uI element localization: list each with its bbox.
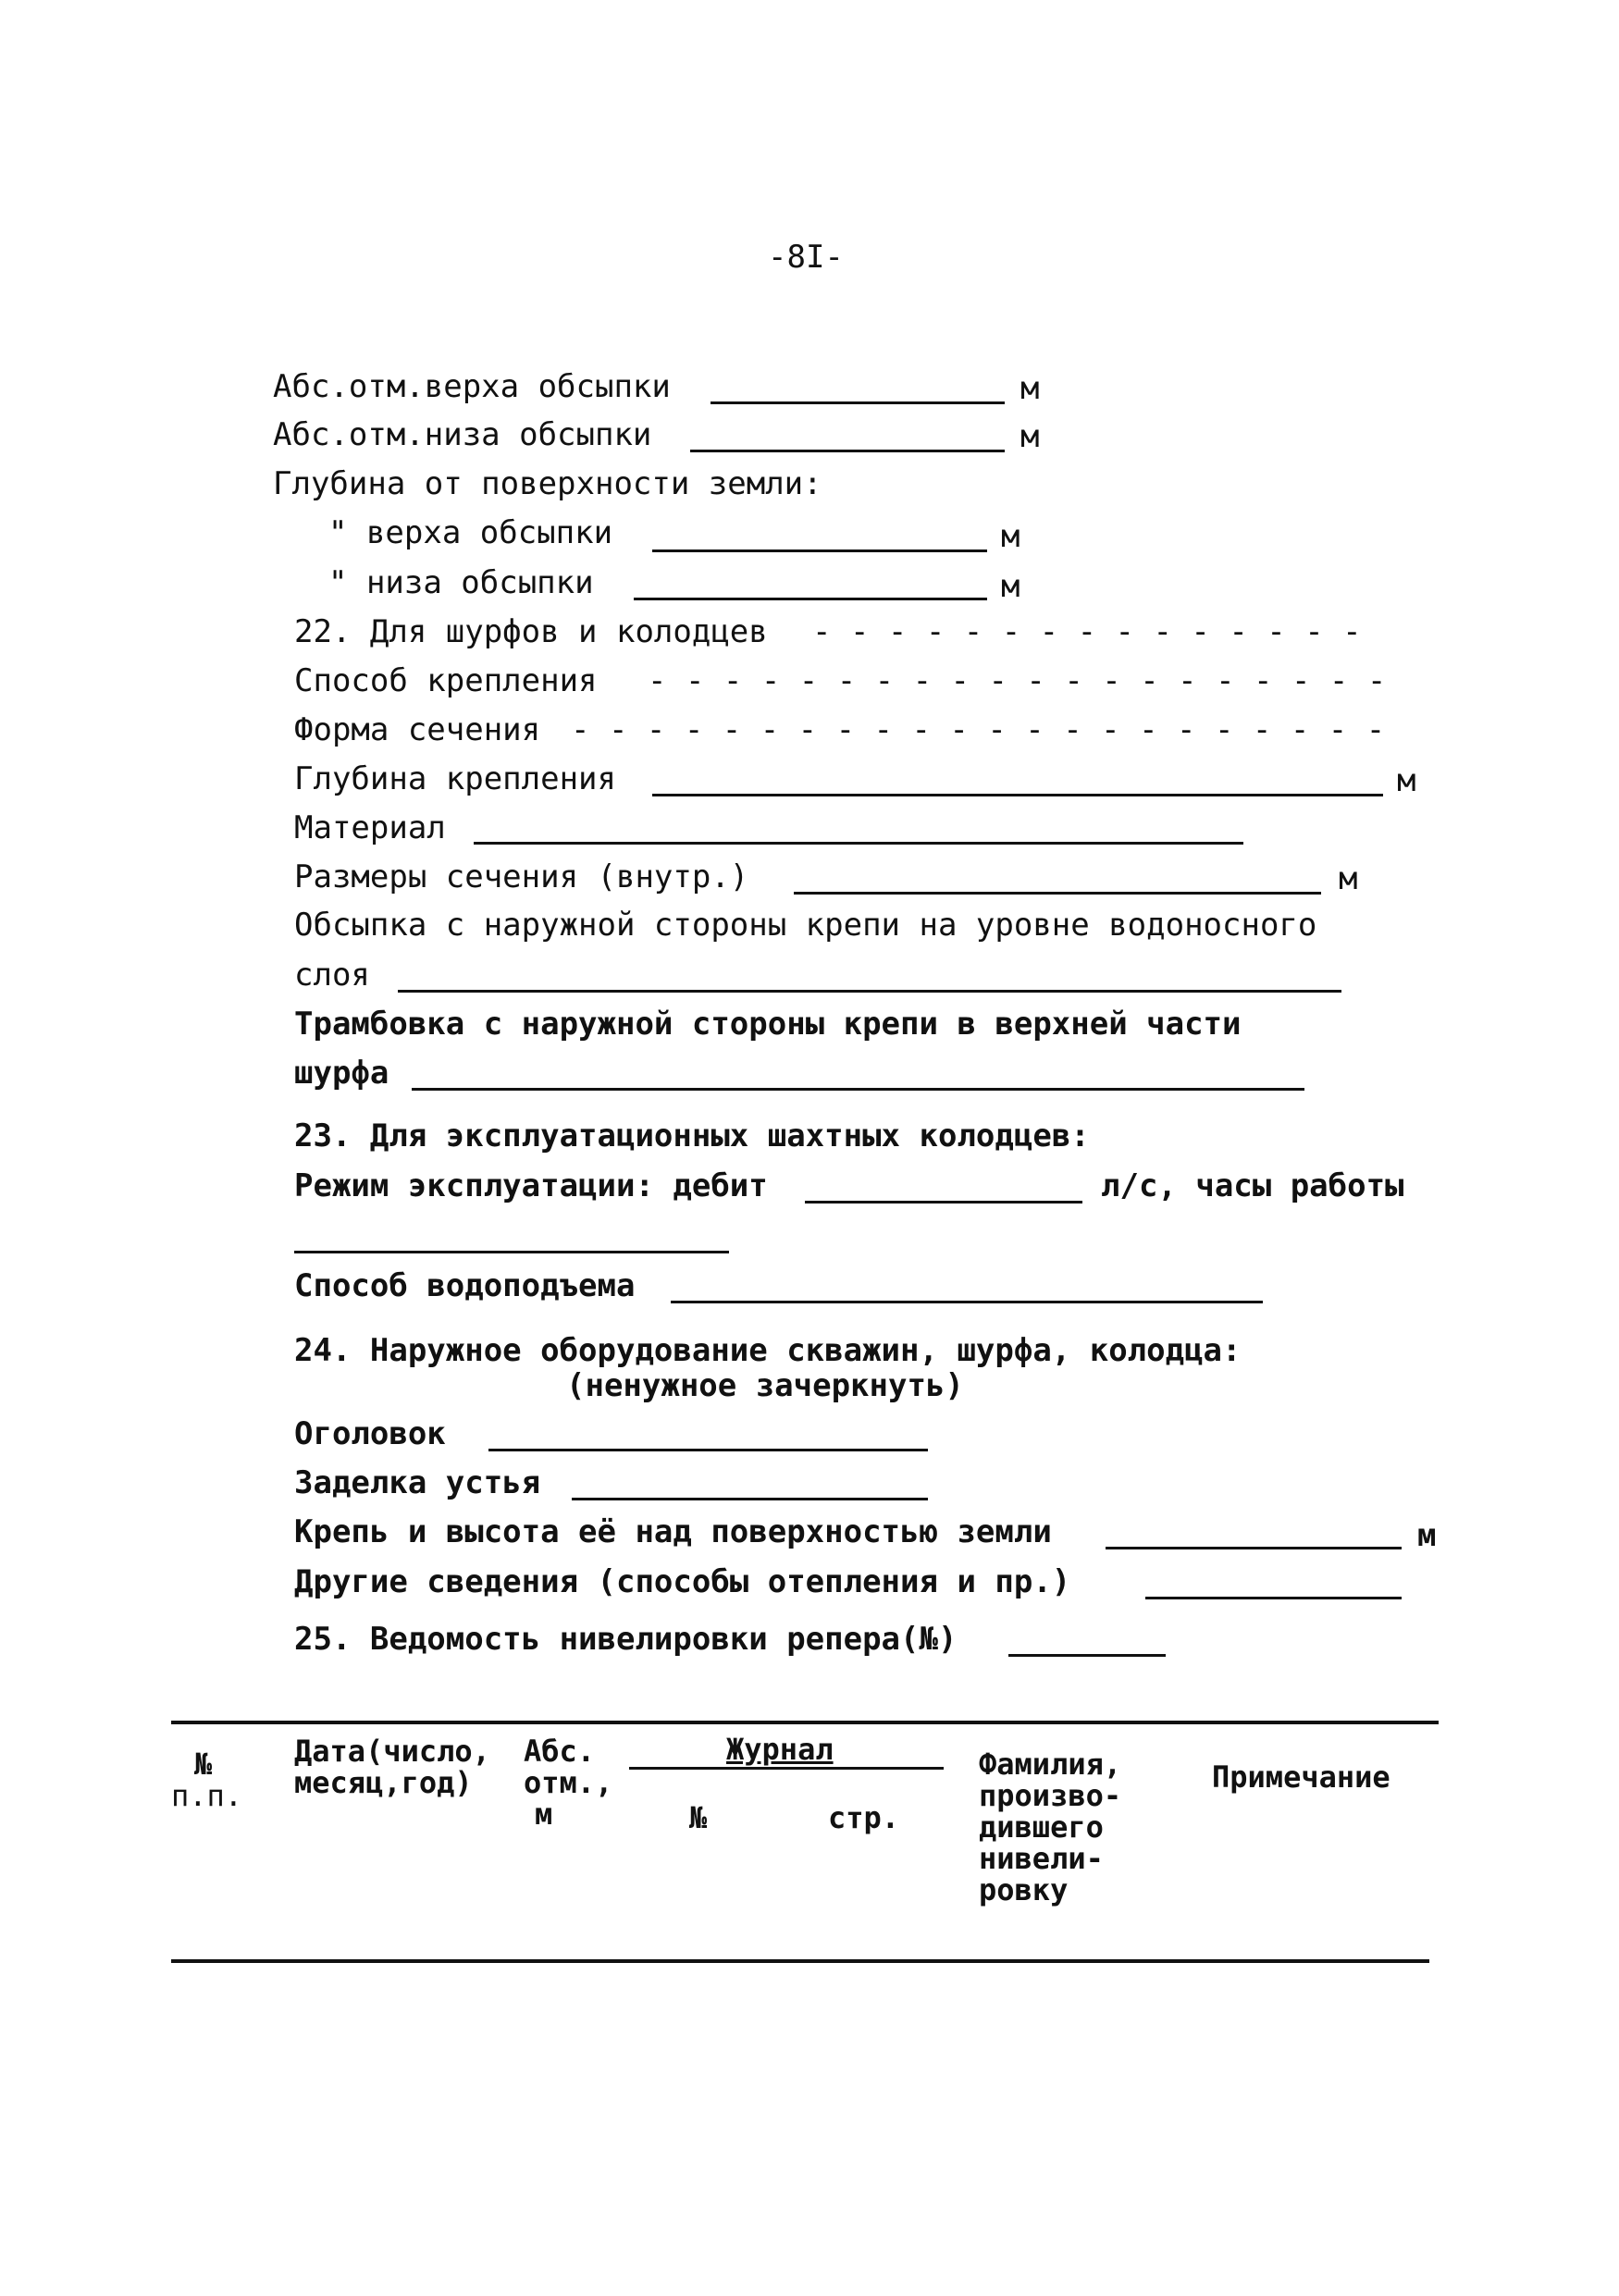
field-blank-depth-top-gravel[interactable] bbox=[652, 549, 987, 552]
dash-leader: - - - - - - - - - - - - - - - - - - - - bbox=[648, 662, 1387, 699]
unit-label: м bbox=[1339, 860, 1358, 897]
field-blank-gravel-outer[interactable] bbox=[398, 990, 1341, 993]
field-blank-hours[interactable] bbox=[294, 1251, 729, 1253]
col-date-header: месяц,год) bbox=[294, 1765, 473, 1800]
dash-leader: - - - - - - - - - - - - - - - bbox=[812, 613, 1362, 650]
section-25-heading: 25. Ведомость нивелировки репера(№) bbox=[294, 1621, 958, 1658]
field-blank-water-lift[interactable] bbox=[671, 1301, 1263, 1303]
section-24-note: (ненужное зачеркнуть) bbox=[566, 1367, 964, 1404]
unit-label: м bbox=[1001, 518, 1020, 555]
field-blank-debit[interactable] bbox=[805, 1201, 1082, 1204]
field-blank-wellhead[interactable] bbox=[488, 1449, 928, 1451]
col-abs-header: отм., bbox=[524, 1765, 613, 1800]
field-blank-section-size[interactable] bbox=[794, 892, 1321, 895]
field-label-wellhead: Оголовок bbox=[294, 1415, 446, 1452]
col-journal-header: Журнал bbox=[726, 1732, 834, 1767]
field-label-hours: л/с, часы работы bbox=[1101, 1167, 1404, 1204]
section-24-heading: 24. Наружное оборудование скважин, шурфа, колодца: bbox=[294, 1332, 1242, 1369]
field-label-material: Материал bbox=[294, 809, 446, 846]
field-blank-top-gravel-abs[interactable] bbox=[711, 401, 1005, 404]
col-number-header: № bbox=[194, 1747, 213, 1782]
col-abs-header: м bbox=[535, 1796, 553, 1832]
section-23-heading: 23. Для эксплуатационных шахтных колодцев: bbox=[294, 1117, 1090, 1154]
field-label-operation-mode: Режим эксплуатации: дебит bbox=[294, 1167, 768, 1204]
page-number: -8I- bbox=[768, 239, 844, 276]
field-label-section-shape: Форма сечения bbox=[294, 711, 541, 748]
col-surveyor-header: ровку bbox=[979, 1872, 1069, 1907]
col-journal-number: № bbox=[689, 1800, 708, 1835]
table-header-bottom-rule bbox=[171, 1959, 1429, 1963]
dash-leader: - - - - - - - - - - - - - - - - - - - - - - bbox=[571, 711, 1386, 748]
field-label-mouth-sealing: Заделка устья bbox=[294, 1464, 541, 1501]
field-blank-material[interactable] bbox=[474, 842, 1243, 845]
field-label-fastening-method: Способ крепления bbox=[294, 662, 598, 699]
field-blank-other-info[interactable] bbox=[1145, 1597, 1402, 1599]
unit-label: м bbox=[1020, 370, 1040, 407]
field-label-top-gravel-abs: Абс.отм.верха обсыпки bbox=[273, 368, 671, 405]
field-blank-fastening-depth[interactable] bbox=[652, 794, 1383, 796]
col-surveyor-header: дившего bbox=[979, 1809, 1104, 1845]
col-abs-header: Абс. bbox=[524, 1734, 596, 1769]
col-journal-page: стр. bbox=[828, 1800, 900, 1835]
col-surveyor-header: произво- bbox=[979, 1778, 1122, 1813]
field-label-layer: слоя bbox=[294, 957, 370, 994]
journal-header-rule bbox=[629, 1767, 944, 1770]
unit-label: м bbox=[1417, 1517, 1437, 1554]
col-number-header: п.п. bbox=[171, 1778, 243, 1813]
field-blank-depth-bottom-gravel[interactable] bbox=[634, 598, 987, 600]
col-note-header: Примечание bbox=[1212, 1759, 1390, 1795]
col-surveyor-header: Фамилия, bbox=[979, 1747, 1122, 1782]
table-top-rule bbox=[171, 1721, 1439, 1724]
field-blank-tamping[interactable] bbox=[412, 1088, 1304, 1091]
field-blank-casing-height[interactable] bbox=[1106, 1547, 1402, 1549]
unit-label: м bbox=[1397, 762, 1416, 799]
field-blank-benchmark-number[interactable] bbox=[1008, 1654, 1166, 1657]
field-label-bottom-gravel-abs: Абс.отм.низа обсыпки bbox=[273, 416, 652, 453]
depth-heading: Глубина от поверхности земли: bbox=[273, 465, 822, 502]
unit-label: м bbox=[1001, 568, 1020, 605]
field-label-section-size: Размеры сечения (внутр.) bbox=[294, 858, 749, 895]
field-label-tamping: Трамбовка с наружной стороны крепи в верхней части bbox=[294, 1006, 1242, 1043]
field-blank-bottom-gravel-abs[interactable] bbox=[690, 450, 1005, 452]
col-surveyor-header: нивели- bbox=[979, 1841, 1104, 1876]
field-label-pit: шурфа bbox=[294, 1055, 389, 1092]
unit-label: м bbox=[1020, 418, 1040, 455]
field-blank-mouth-sealing[interactable] bbox=[572, 1498, 928, 1500]
col-date-header: Дата(число, bbox=[294, 1734, 490, 1769]
field-label-gravel-outer: Обсыпка с наружной стороны крепи на уровне водоносного bbox=[294, 907, 1317, 944]
field-label-water-lift: Способ водоподъема bbox=[294, 1267, 636, 1304]
field-label-other-info: Другие сведения (способы отепления и пр.) bbox=[294, 1563, 1071, 1600]
section-22-heading: 22. Для шурфов и колодцев bbox=[294, 613, 768, 650]
field-label-depth-bottom-gravel: " низа обсыпки bbox=[328, 564, 594, 601]
field-label-fastening-depth: Глубина крепления bbox=[294, 760, 616, 797]
field-label-depth-top-gravel: " верха обсыпки bbox=[328, 514, 613, 551]
field-label-casing-height: Крепь и высота её над поверхностью земли bbox=[294, 1513, 1052, 1550]
